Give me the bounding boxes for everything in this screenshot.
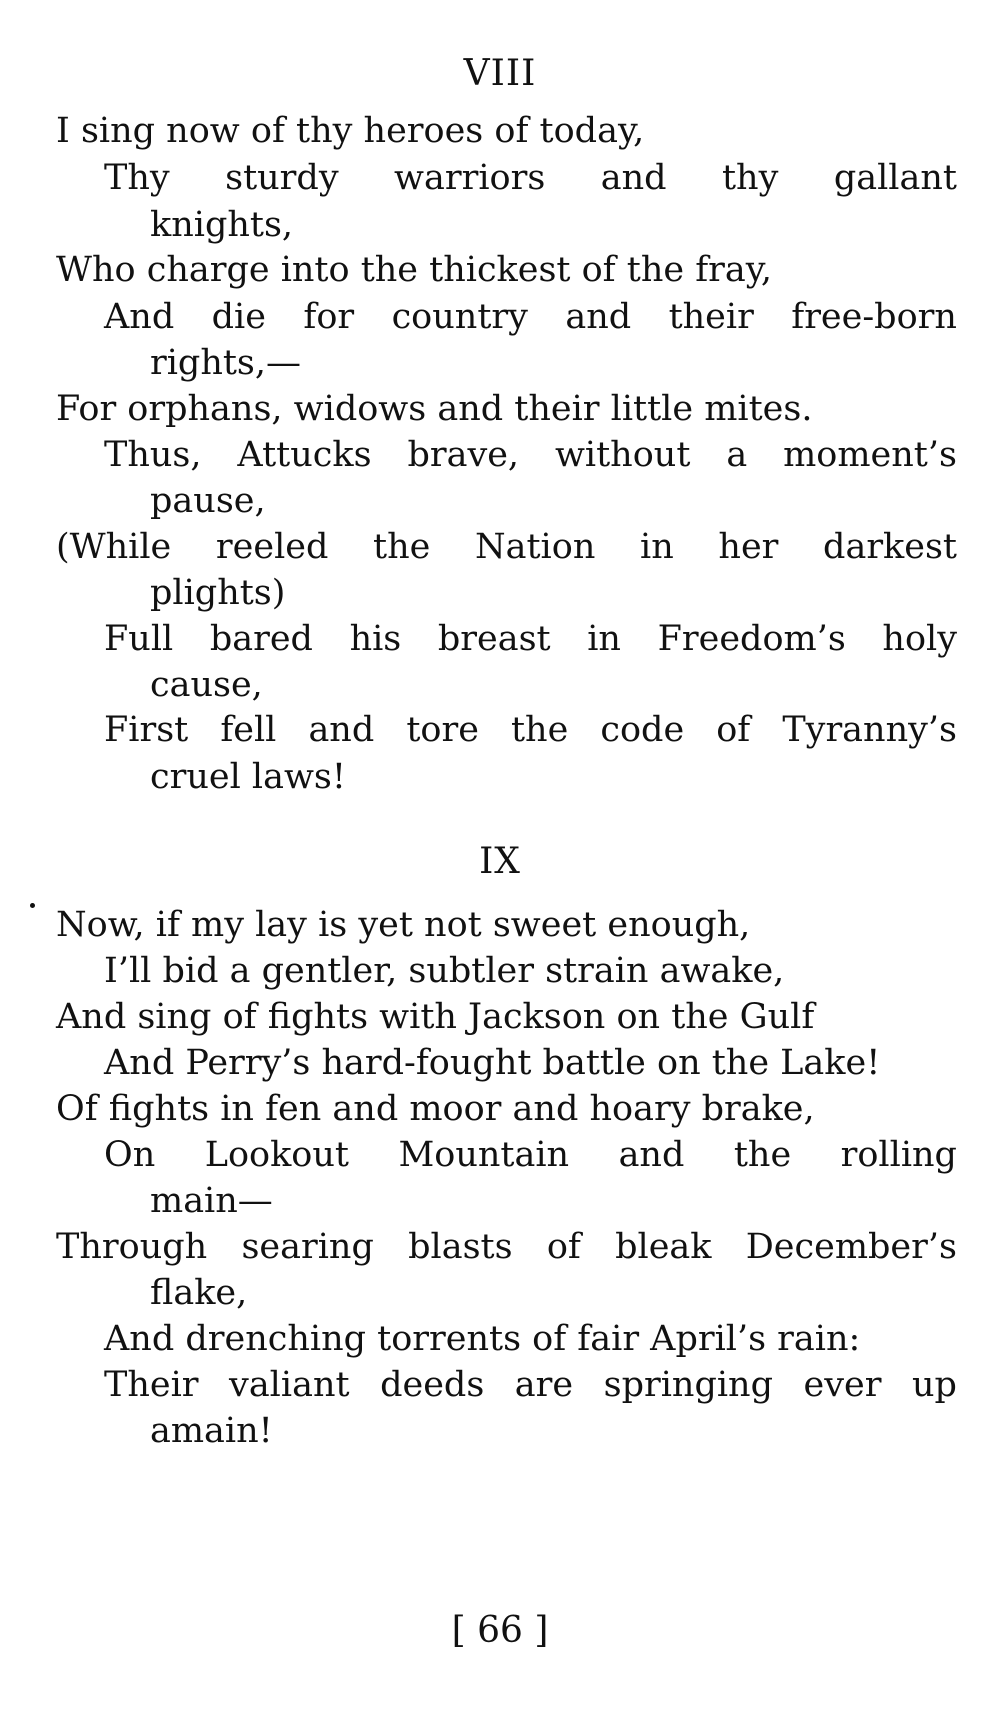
page-number: [ 66 ]	[451, 1610, 549, 1651]
poem-line: flake,	[150, 1273, 248, 1313]
poem-line: Full bared his breast in Freedom’s holy	[104, 619, 957, 659]
poem-line: Of fights in fen and moor and hoary brake,	[56, 1089, 815, 1129]
poem-line: Thy sturdy warriors and thy gallant	[104, 158, 957, 198]
poem-line: On Lookout Mountain and the rolling	[104, 1135, 957, 1175]
poem-line: pause,	[150, 481, 266, 521]
stanza-heading-ix: IX	[479, 841, 521, 882]
poem-line: And drenching torrents of fair April’s rain:	[104, 1319, 861, 1359]
poem-line: knights,	[150, 205, 294, 245]
poem-line: And sing of fights with Jackson on the Gulf	[56, 997, 815, 1037]
poem-line: cruel laws!	[150, 757, 346, 797]
poem-line: Thus, Attucks brave, without a moment’s	[104, 435, 957, 475]
poem-line: And Perry’s hard-fought battle on the Lake!	[104, 1043, 881, 1083]
poem-line: main—	[150, 1181, 273, 1221]
stray-ink-dot	[30, 903, 35, 908]
poem-line: (While reeled the Nation in her darkest	[56, 527, 957, 567]
poem-line: Their valiant deeds are springing ever up	[104, 1365, 957, 1405]
poem-line: Who charge into the thickest of the fray,	[56, 250, 773, 290]
poem-line: I’ll bid a gentler, subtler strain awake,	[104, 951, 785, 991]
poem-line: I sing now of thy heroes of today,	[56, 111, 645, 151]
poem-line: plights)	[150, 573, 286, 613]
stanza-heading-viii: VIII	[463, 53, 537, 94]
poem-line: And die for country and their free-born	[104, 297, 957, 337]
poem-line: First fell and tore the code of Tyranny’s	[104, 710, 957, 750]
poem-line: For orphans, widows and their little mites.	[56, 389, 813, 429]
poem-line: amain!	[150, 1411, 273, 1451]
poem-line: cause,	[150, 665, 263, 705]
poem-line: Now, if my lay is yet not sweet enough,	[56, 905, 751, 945]
poem-line: rights,—	[150, 343, 302, 383]
poem-line: Through searing blasts of bleak December’s	[56, 1227, 957, 1267]
